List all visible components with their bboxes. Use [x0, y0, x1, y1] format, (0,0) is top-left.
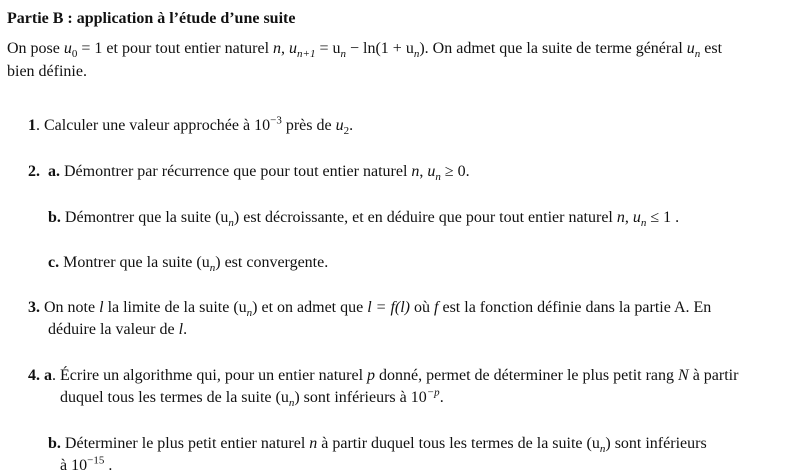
- question-4b-line-1: b. Déterminer le plus petit entier naturel n à partir duquel tous les termes de la suite $(u_n)$ sont inférieurs: [48, 435, 707, 456]
- question-3-line-1: 3. On note l la limite de la suite $(u_n)$ et on admet que l = f(l) où f est la fonction définie dans la partie A. En: [28, 299, 712, 320]
- question-3-line-2: déduire la valeur de l.: [48, 321, 188, 338]
- intro-line-1: On pose $u_0 = 1$ et pour tout entier naturel n, $u_{n+1} = u_n - \ln(1 + u_n)$. On admet que la suite de terme général $u_n$ est: [7, 40, 723, 61]
- question-2a: 2. a. Démontrer par récurrence que pour tout entier naturel n, $u_n \ge 0$.: [28, 163, 470, 184]
- question-4a-line-2: duquel tous les termes de la suite $(u_n)$ sont inférieurs à $10^{-p}$.: [60, 386, 444, 410]
- question-1: 1. Calculer une valeur approchée à $10^{-3}$ près de $u_2$.: [28, 114, 354, 138]
- intro-line-2: bien définie.: [7, 63, 87, 80]
- question-2c: c. Montrer que la suite $(u_n)$ est convergente.: [48, 254, 329, 275]
- question-2b: b. Démontrer que la suite $(u_n)$ est décroissante, et en déduire que pour tout entier naturel n, $u_n \le 1$ .: [48, 209, 680, 230]
- question-4a-line-1: 4. a. Écrire un algorithme qui, pour un entier naturel p donné, permet de déterminer le plus petit rang N à partir: [28, 367, 739, 384]
- section-title: Partie B : application à l’étude d’une suite: [7, 10, 296, 27]
- question-4b-line-2: à $10^{-15}$ .: [60, 454, 113, 474]
